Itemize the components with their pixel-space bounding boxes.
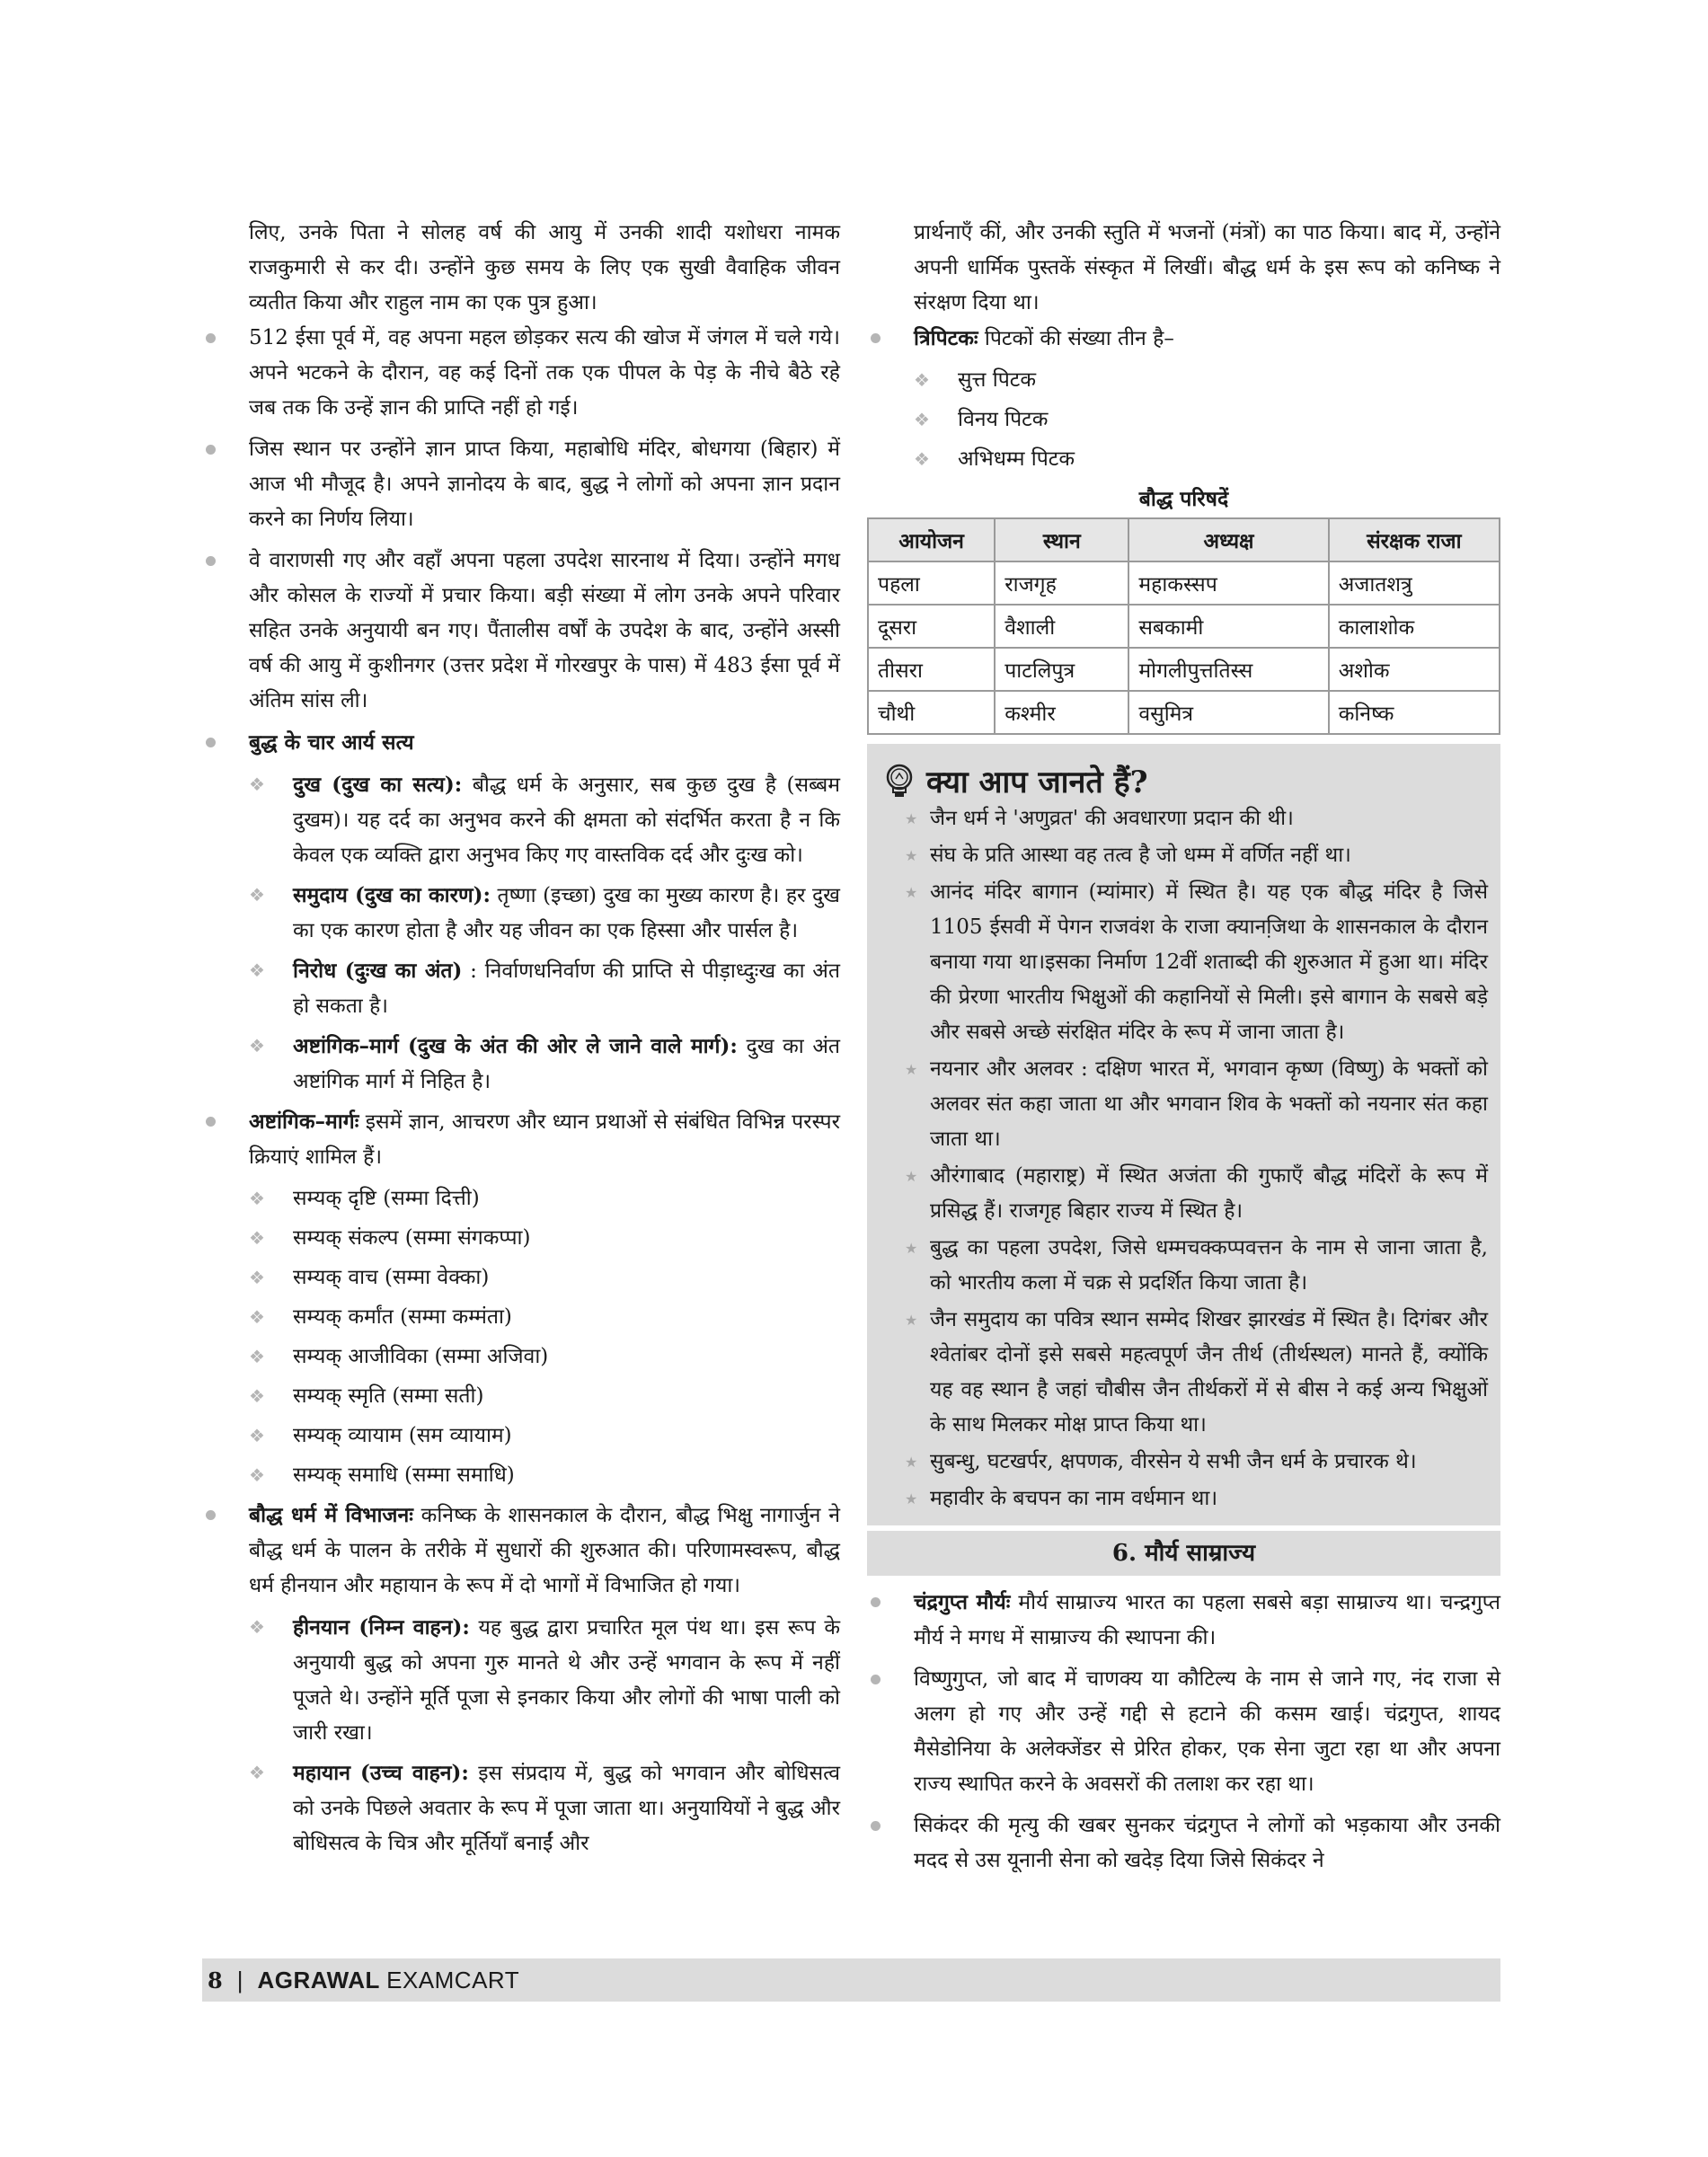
table-header-cell: स्थान: [995, 518, 1128, 561]
truth-item: ❖ निरोध (दुःख का अंत) : निर्वाणधनिर्वाण की प्राप्ति से पीड़ाध्दुःख का अंत हो सकता है।: [202, 953, 840, 1024]
page-number: 8: [208, 1967, 223, 1993]
path-item: ❖ सम्यक् संकल्प (सम्मा संगकप्पा): [202, 1221, 840, 1256]
table-cell: चौथी: [868, 691, 995, 734]
did-you-know-box: [867, 744, 1500, 1525]
fact-item: ★ नयनार और अलवर : दक्षिण भारत में, भगवान कृष्ण (विष्णु) के भक्तों को अलवर संत कहा जाता था और भगवान शिव के भक्तों को नयनार संत कहा जाता था।: [880, 1052, 1488, 1157]
table-row: [868, 561, 1500, 605]
path-item: ❖ सम्यक् स्मृति (सम्मा सती): [202, 1379, 840, 1414]
path-item: ❖ सम्यक् दृष्टि (सम्मा दित्ती): [202, 1181, 840, 1216]
fact-item: ★ औरंगाबाद (महाराष्ट्र) में स्थित अजंता की गुफाएँ बौद्ध मंदिरों के रूप में प्रसिद्ध हैं। राजगृह बिहार राज्य में स्थित है।: [880, 1159, 1488, 1229]
table-row: [868, 648, 1500, 691]
sect-item-hinayana: ❖ हीनयान (निम्न वाहन): यह बुद्ध द्वारा प्रचारित मूल पंथ था। इस रूप के अनुयायी बुद्ध को अपना गुरु मानते थे और उन्हें भगवान के रूप में नहीं पूजते थे। उन्होंने मूर्ति पूजा से इनकार किया और लोगों की भाषा पाली को जारी रखा।: [202, 1610, 840, 1751]
truth-item: ❖ समुदाय (दुख का कारण): तृष्णा (इच्छा) दुख का मुख्य कारण है। हर दुख का एक कारण होता है और यह जीवन का एक हिस्सा और पार्सल है।: [202, 878, 840, 949]
pitak-item: ❖ सुत्त पिटक: [867, 363, 1500, 398]
bullet-eightfold-path: अष्टांगिक–मार्गः इसमें ज्ञान, आचरण और ध्यान प्रथाओं से संबंधित विभिन्न परस्पर क्रियाएं शामिल हैं।: [202, 1104, 840, 1175]
table-header-cell: आयोजन: [868, 518, 995, 561]
left-bullet-list: [202, 321, 840, 1861]
table-cell: अजातशत्रु: [1329, 561, 1500, 605]
did-you-know-title: क्या आप जानते हैं?: [926, 765, 1148, 800]
fact-item: ★ आनंद मंदिर बागान (म्यांमार) में स्थित है। यह एक बौद्ध मंदिर है जिसे 1105 ईसवी में पेगन राजवंश के राजा क्यानजि़था के शासनकाल के दौरान बनाया गया था।इसका निर्माण 12वीं शताब्दी की शुरुआत में हुआ था। मंदिर की प्रेरणा भारतीय भिक्षुओं की कहानियों से मिली। इसे बागान के सबसे बड़े और सबसे अच्छे संरक्षित मंदिर के रूप में जाना जाता है।: [880, 875, 1488, 1050]
table-cell: अशोक: [1329, 648, 1500, 691]
did-you-know-list: [880, 801, 1488, 1516]
sect-item-mahayana: ❖ महायान (उच्च वाहन): इस संप्रदाय में, बुद्ध को भगवान और बोधिसत्व को उनके पिछले अवतार के रूप में पूजा जाता था। अनुयायियों ने बुद्ध और बोधिसत्व के चित्र और मूर्तियाँ बनाईं और: [202, 1755, 840, 1861]
bullet-chandragupta: चंद्रगुप्त मौर्यः मौर्य साम्राज्य भारत का पहला सबसे बड़ा साम्राज्य था। चन्द्रगुप्त मौर्य ने मगध में साम्राज्य की स्थापना की।: [867, 1585, 1500, 1656]
table-header-cell: अध्यक्ष: [1128, 518, 1328, 561]
pitak-item: ❖ अभिधम्म पिटक: [867, 442, 1500, 477]
right-column: [867, 216, 1500, 1885]
fact-item: ★ जैन धर्म ने 'अणुव्रत' की अवधारणा प्रदान की थी।: [880, 801, 1488, 836]
table-cell: राजगृह: [995, 561, 1128, 605]
fact-item: ★ जैन समुदाय का पवित्र स्थान सम्मेद शिखर झारखंड में स्थित है। दिगंबर और श्वेतांबर दोनों इसे सबसे महत्वपूर्ण जैन तीर्थ (तीर्थस्थल) मानते हैं, क्योंकि यह वह स्थान है जहां चौबीस जैन तीर्थकरों में से बीस ने कई अन्य भिक्षुओं के साथ मिलकर मोक्ष प्राप्त किया था।: [880, 1303, 1488, 1443]
table-cell: पाटलिपुत्र: [995, 648, 1128, 691]
table-cell: मोगलीपुत्ततिस्स: [1128, 648, 1328, 691]
page-footer: [202, 1958, 1500, 2002]
left-column: [202, 216, 840, 1866]
table-title: बौद्ध परिषदें: [1138, 487, 1229, 511]
four-truths-title: बुद्ध के चार आर्य सत्य: [249, 730, 414, 755]
table-cell: पहला: [868, 561, 995, 605]
table-header-row: [868, 518, 1500, 561]
path-item: ❖ सम्यक् समाधि (सम्मा समाधि): [202, 1458, 840, 1493]
did-you-know-header: [880, 760, 1488, 801]
table-cell: वैशाली: [995, 605, 1128, 648]
right-bullet-list: [867, 321, 1500, 477]
path-item: ❖ सम्यक् व्यायाम (सम व्यायाम): [202, 1419, 840, 1454]
truth-item: ❖ अष्टांगिक–मार्ग (दुख के अंत की ओर ले जाने वाले मार्ग): दुख का अंत अष्टांगिक मार्ग में निहित है।: [202, 1029, 840, 1100]
path-item: ❖ सम्यक् वाच (सम्मा वेक्का): [202, 1260, 840, 1295]
bullet-first-sermon: वे वाराणसी गए और वहाँ अपना पहला उपदेश सारनाथ में दिया। उन्होंने मगध और कोसल के राज्यों में प्रचार किया। बड़ी संख्या में लोग उनके अपने परिवार सहित उनके अनुयायी बन गए। पैंतालीस वर्षों के उपदेश के बाद, उन्होंने अस्सी वर्ष की आयु में कुशीनगर (उत्तर प्रदेश में गोरखपुर के पास) में 483 ईसा पूर्व में अंतिम सांस ली।: [202, 544, 840, 719]
fact-item: ★ महावीर के बचपन का नाम वर्धमान था।: [880, 1481, 1488, 1516]
section-heading: 6. मौर्य साम्राज्य: [867, 1531, 1500, 1576]
table-row: [868, 691, 1500, 734]
fact-item: ★ संघ के प्रति आस्था वह तत्व है जो धम्म में वर्णित नहीं था।: [880, 838, 1488, 873]
table-cell: महाकस्सप: [1128, 561, 1328, 605]
continued-paragraph: प्रार्थनाएँ कीं, और उनकी स्तुति में भजनों (मंत्रों) का पाठ किया। बाद में, उन्होंने अपनी धार्मिक पुस्तकें संस्कृत में लिखीं। बौद्ध धर्म के इस रूप को कनिष्क ने संरक्षण दिया था।: [914, 221, 1500, 314]
fact-item: ★ बुद्ध का पहला उपदेश, जिसे धम्मचक्कप्पवत्तन के नाम से जाना जाता है, को भारतीय कला में चक्र से प्रदर्शित किया जाता है।: [880, 1231, 1488, 1301]
bullet-mahabodhi: जिस स्थान पर उन्होंने ज्ञान प्राप्त किया, महाबोधि मंदिर, बोधगया (बिहार) में आज भी मौजूद है। अपने ज्ञानोदय के बाद, बुद्ध ने लोगों को अपना ज्ञान प्रदान करने का निर्णय लिया।: [202, 432, 840, 537]
brand-logo: AGRAWAL EXAMCART: [257, 1966, 520, 1993]
councils-table: [867, 517, 1500, 735]
lightbulb-icon: [880, 761, 919, 800]
table-cell: दूसरा: [868, 605, 995, 648]
table-cell: कनिष्क: [1329, 691, 1500, 734]
bullet-four-truths: [202, 725, 840, 761]
table-cell: कश्मीर: [995, 691, 1128, 734]
bullet-enlightenment-search: 512 ईसा पूर्व में, वह अपना महल छोड़कर सत्य की खोज में जंगल में चले गये। अपने भटकने के दौरान, वह कई दिनों तक एक पीपल के पेड़ के नीचे बैठे रहे जब तक कि उन्हें ज्ञान की प्राप्ति नहीं हो गई।: [202, 321, 840, 426]
maurya-bullet-list: [867, 1585, 1500, 1879]
intro-paragraph: लिए, उनके पिता ने सोलह वर्ष की आयु में उनकी शादी यशोधरा नामक राजकुमारी से कर दी। उन्होंने कुछ समय के लिए एक सुखी वैवाहिक जीवन व्यतीत किया और राहुल नाम का एक पुत्र हुआ।: [249, 221, 840, 314]
table-cell: सबकामी: [1128, 605, 1328, 648]
table-cell: वसुमित्र: [1128, 691, 1328, 734]
path-item: ❖ सम्यक् कर्मांत (सम्मा कम्मंता): [202, 1300, 840, 1335]
pitak-item: ❖ विनय पिटक: [867, 402, 1500, 438]
table-cell: तीसरा: [868, 648, 995, 691]
path-item: ❖ सम्यक् आजीविका (सम्मा अजिवा): [202, 1339, 840, 1375]
bullet-tripitak: त्रिपिटकः पिटकों की संख्या तीन है–: [867, 321, 1500, 357]
table-header-cell: संरक्षक राजा: [1329, 518, 1500, 561]
table-row: [868, 605, 1500, 648]
footer-separator: |: [236, 1966, 243, 1993]
bullet-vishnugupta: विष्णुगुप्त, जो बाद में चाणक्य या कौटिल्य के नाम से जाने गए, नंद राजा से अलग हो गए और उन्हें गद्दी से हटाने की कसम खाई। चंद्रगुप्त, शायद मैसेडोनिया के अलेक्जेंडर से प्रेरित होकर, एक सेना जुटा रहा था और अपना राज्य स्थापित करने के अवसरों की तलाश कर रहा था।: [867, 1662, 1500, 1802]
bullet-division: बौद्ध धर्म में विभाजनः कनिष्क के शासनकाल के दौरान, बौद्ध भिक्षु नागार्जुन ने बौद्ध धर्म के पालन के तरीके में सुधारों की शुरुआत की। परिणामस्वरूप, बौद्ध धर्म हीनयान और महायान के रूप में दो भागों में विभाजित हो गया।: [202, 1498, 840, 1604]
bullet-sikandar: सिकंदर की मृत्यु की खबर सुनकर चंद्रगुप्त ने लोगों को भड़काया और उनकी मदद से उस यूनानी सेना को खदेड़ दिया जिसे सिकंदर ने: [867, 1808, 1500, 1879]
truth-item: ❖ दुख (दुख का सत्य): बौद्ध धर्म के अनुसार, सब कुछ दुख है (सब्बम दुखम)। यह दर्द का अनुभव करने की क्षमता को संदर्भित करता है न कि केवल एक व्यक्ति द्वारा अनुभव किए गए वास्तविक दर्द और दुःख को।: [202, 767, 840, 873]
table-cell: कालाशोक: [1329, 605, 1500, 648]
fact-item: ★ सुबन्धु, घटखर्पर, क्षपणक, वीरसेन ये सभी जैन धर्म के प्रचारक थे।: [880, 1445, 1488, 1480]
